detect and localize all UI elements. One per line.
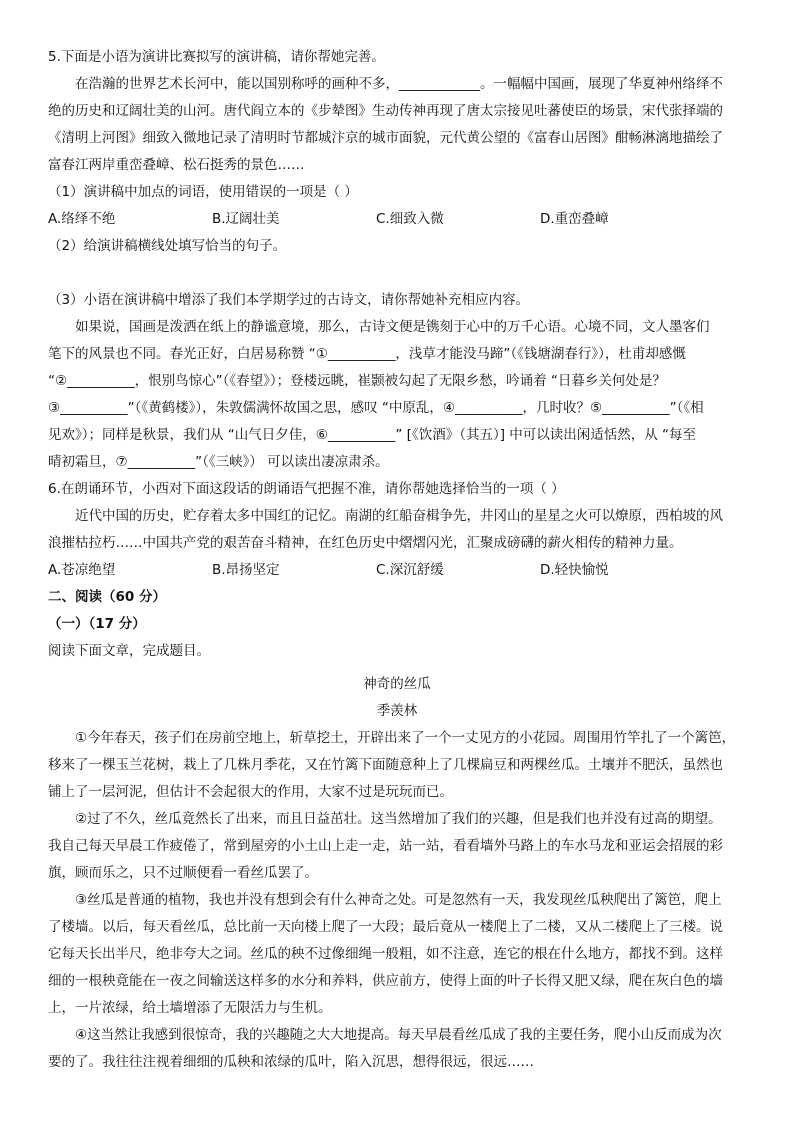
- article-line: 铺上了一层河泥，但估计不会起很大的作用，大家不过是玩玩而已。: [48, 784, 453, 800]
- article-line: 移来了一棵玉兰花树，栽上了几株月季花，又在竹篱下面随意种上了几棵扁豆和两棵丝瓜。土壤并不肥沃，虽然也: [48, 757, 723, 773]
- q6-paragraph-line: 近代中国的历史，贮存着太多中国红的记忆。南湖的红船奋楫争先，井冈山的星星之火可以燎原，西柏坡的风: [75, 508, 723, 524]
- q6-paragraph-line: 浪摧枯拉朽……中国共产党的艰苦奋斗精神，在红色历史中熠熠闪光，汇聚成磅礴的薪火相传的精神力量。: [48, 535, 683, 551]
- option-c: C.细致入微: [376, 211, 444, 227]
- section-part-heading: （一）（17 分）: [48, 616, 146, 632]
- q5-sub3-line: 如果说，国画是泼洒在纸上的静谧意境，那么，古诗文便是镌刻于心中的万千心语。心境不同，文人墨客们: [75, 319, 710, 335]
- q5-sub3-line: 见欢》）；同样是秋景，我们从 “山气日夕佳，⑥__________” [《饮酒》（其五）] 中可以读出闲适恬然，从 “每至: [48, 427, 697, 443]
- q5-sub1: （1）演讲稿中加点的词语，使用错误的一项是（ ）: [48, 184, 358, 200]
- q5-sub1-options: [48, 210, 756, 228]
- q6-options: [48, 561, 756, 579]
- option-a: A.络绎不绝: [48, 211, 116, 227]
- q5-sub3-line: 笔下的风景也不同。春光正好，白居易称赞 “①__________，浅草才能没马蹄”（《钱塘湖春行》），杜甫却感慨: [48, 346, 686, 362]
- q5-paragraph-line: 《清明上河图》细致入微地记录了清明时节都城汴京的城市面貌，元代黄公望的《富春山居图》酣畅淋漓地描绘了: [48, 130, 723, 146]
- section-instruction: 阅读下面文章，完成题目。: [48, 643, 210, 659]
- article-line: ①今年春天，孩子们在房前空地上，斩草挖土，开辟出来了一个一丈见方的小花园。周围用竹竿扎了一个篱笆，: [75, 730, 736, 746]
- q5-sub2: （2）给演讲稿横线处填写恰当的句子。: [48, 238, 287, 254]
- q5-title: 5.下面是小语为演讲比赛拟写的演讲稿，请你帮她完善。: [48, 49, 385, 65]
- section-heading: 二、阅读（60 分）: [48, 589, 166, 605]
- q6-title: 6.在朗诵环节，小西对下面这段话的朗诵语气把握不准，请你帮她选择恰当的一项（ ）: [48, 481, 565, 497]
- q5-paragraph-line: 绝的历史和辽阔壮美的山河。唐代阎立本的《步辇图》生动传神再现了唐太宗接见吐蕃使臣的场景，宋代张择端的: [48, 103, 723, 119]
- q5-paragraph-line: 在浩瀚的世界艺术长河中，能以国别称呼的画种不多，____________。一幅幅中国画，展现了华夏神州络绎不: [75, 76, 723, 92]
- option-a: A.苍凉绝望: [48, 562, 116, 578]
- option-c: C.深沉舒缓: [376, 562, 444, 578]
- article-line: 我自己每天早晨工作疲倦了，常到屋旁的小土山上走一走，站一站，看看墙外马路上的车水马龙和亚运会招展的彩: [48, 838, 723, 854]
- q5-sub3-line: “②__________，恨别鸟惊心”（《春望》）；登楼远眺，崔颢被勾起了无限乡愁，吟诵着 “日暮乡关何处是？: [48, 373, 666, 389]
- article-author: 季羡林: [376, 703, 418, 719]
- q5-sub3: （3）小语在演讲稿中增添了我们本学期学过的古诗文，请你帮她补充相应内容。: [48, 292, 530, 308]
- article-line: 了楼墙。以后，每天看丝瓜，总比前一天向楼上爬了一大段；最后竟从一楼爬上了二楼，又从二楼爬上了三楼。说: [48, 919, 723, 935]
- article-line: ④这当然让我感到很惊奇，我的兴趣随之大大地提高。每天早晨看丝瓜成了我的主要任务，爬小山反而成为次: [75, 1027, 722, 1043]
- article-title: 神奇的丝瓜: [363, 676, 431, 692]
- article-line: 旗，顾而乐之，只不过顺便看一看丝瓜罢了。: [48, 865, 318, 881]
- article-line: 它每天长出半尺，绝非夸大之词。丝瓜的秧不过像细绳一般粗，如不注意，连它的根在什么地方，都找不到。这样: [48, 946, 723, 962]
- article-line: 细的一根秧竟能在一夜之间输送这样多的水分和养料，供应前方，使得上面的叶子长得又肥又绿，爬在灰白色的墙: [48, 973, 723, 989]
- option-d: D.轻快愉悦: [540, 562, 609, 578]
- option-b: B.昂扬坚定: [212, 562, 280, 578]
- q5-sub3-line: ③__________”（《黄鹤楼》），朱敦儒满怀故国之思，感叹 “中原乱，④__________，几时收？⑤__________”（《相: [48, 400, 704, 416]
- article-line: 要的了。我往往注视着细细的瓜秧和浓绿的瓜叶，陷入沉思，想得很远，很远……: [48, 1054, 534, 1070]
- option-d: D.重峦叠嶂: [540, 211, 609, 227]
- option-b: B.辽阔壮美: [212, 211, 280, 227]
- q5-paragraph-line: 富春江两岸重峦叠嶂、松石挺秀的景色……: [48, 157, 305, 173]
- article-line: ②过了不久，丝瓜竟然长了出来，而且日益茁壮。这当然增加了我们的兴趣，但是我们也并没有过高的期望。: [75, 811, 722, 827]
- article-line: ③丝瓜是普通的植物，我也并没有想到会有什么神奇之处。可是忽然有一天，我发现丝瓜秧爬出了篱笆，爬上: [75, 892, 722, 908]
- article-line: 上，一片浓绿，给土墙增添了无限活力与生机。: [48, 1000, 332, 1016]
- q5-sub3-line: 晴初霜旦，⑦__________”（《三峡》） 可以读出凄凉肃杀。: [48, 454, 389, 470]
